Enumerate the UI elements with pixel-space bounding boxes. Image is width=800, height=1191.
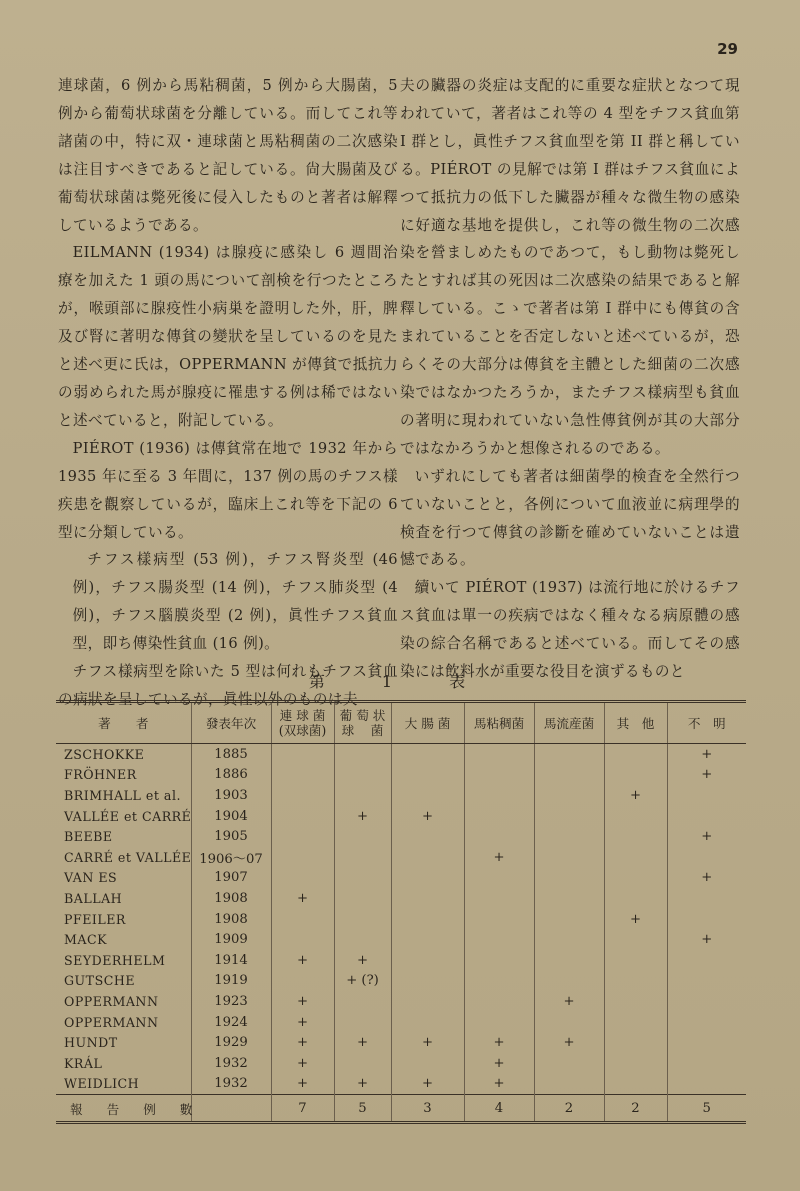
table-cell [604,806,667,827]
table-cell: + [534,991,604,1012]
total-cell: 2 [604,1095,667,1123]
table-cell: + [391,1032,464,1053]
table-cell [391,950,464,971]
table-cell [604,1074,667,1095]
author-cell: BEEBE [64,829,113,845]
table-header-row [56,702,746,744]
total-row [56,1095,746,1123]
table-cell: + [534,1032,604,1053]
table-cell: 1909 [191,929,271,950]
author-cell: OPPERMANN [64,993,159,1009]
table-cell: + [391,806,464,827]
total-cell: 3 [391,1095,464,1123]
right-text-column [400,72,740,686]
table-cell [667,971,746,992]
total-cell: 5 [667,1095,746,1123]
total-label: 報 告 例 數 [56,1095,191,1123]
table-cell [534,1012,604,1033]
table-row [56,826,746,847]
author-cell: GUTSCHE [64,973,136,989]
table-cell: + [334,950,391,971]
table-row [56,1012,746,1033]
author-cell: VALLÉE et CARRÉ [64,808,192,824]
table-cell: 1908 [191,888,271,909]
paragraph: EILMANN (1934) は腺疫に感染し 6 週間治療を加えた 1 頭の馬について剖検を行つたところが，喉頭部に腺疫性小病巣を證明した外，肝，脾及び腎に著明な傳貧の變狀を呈しているのを見たと述べ更に氏は，OPPERMANN が傳貧で抵抗力の弱められた馬が腺疫に罹患する例は稀ではないと述べていると，附記している。 [58,244,398,429]
column-header: 馬粘稠菌 [464,702,534,744]
table-cell [334,868,391,889]
table-cell [464,991,534,1012]
table-cell [534,888,604,909]
table-cell [334,888,391,909]
data-table [56,700,746,1124]
table-cell: + [604,785,667,806]
left-text-column [58,72,398,714]
table-cell [271,868,334,889]
table-cell [534,847,604,868]
table-cell [271,929,334,950]
table-cell [271,847,334,868]
table-cell [391,826,464,847]
author-cell: KRÁL [64,1055,103,1071]
paragraph: 夫の臟器の炎症は支配的に重要な症狀となつて現われていて，著者はこれ等の 4 型をチフス貧血第 I 群とし，眞性チフス貧血型を第 II 群と稱している。PIÉROT の見解では第 I 群はチフス貧血によつて抵抗力の低下した臟器が種々な微生物の感染に好適な基地を提供し，これ等の微生物の二次感染を營ましめたものであつて，もし動物は斃死したとすれば其の死因は二次感染の結果であると解釋している。こゝで著者は第 I 群中にも傳貧の含まれていることを否定しないと述べているが，恐らくその大部分は傳貧を主體とした細菌の二次感染ではなかつたろうか，またチフス樣病型も貧血の著明に現われていない急性傳貧例が其の大部分ではなかろうかと想像されるのである。 [400,77,740,457]
table-cell [667,847,746,868]
table-row [56,1074,746,1095]
table-cell [604,950,667,971]
author-cell: HUNDT [64,1035,118,1051]
table-cell: + [667,929,746,950]
author-cell: VAN ES [64,870,118,886]
table-cell: + [334,1032,391,1053]
table-cell [391,991,464,1012]
page-number: 29 [717,40,738,58]
table-cell [391,909,464,930]
table-cell [334,826,391,847]
table-row [56,785,746,806]
table-cell [391,1012,464,1033]
column-header: 著 者 [56,702,191,744]
table-cell [534,765,604,786]
table-cell: 1924 [191,1012,271,1033]
table-cell [271,785,334,806]
table-cell: 1929 [191,1032,271,1053]
table-row [56,929,746,950]
table-cell [604,1053,667,1074]
table-cell: + [271,1053,334,1074]
column-header: 葡 萄 状 球 菌 [334,702,391,744]
table-cell: + [667,826,746,847]
table-cell: + (?) [334,971,391,992]
table-cell [604,847,667,868]
table-cell: + [271,1074,334,1095]
table-cell [534,785,604,806]
table-cell [534,826,604,847]
table-row [56,971,746,992]
table-cell: 1903 [191,785,271,806]
table-row [56,765,746,786]
table-cell [667,785,746,806]
table-cell [534,950,604,971]
table-row [56,950,746,971]
author-cell: MACK [64,932,108,948]
table-cell [334,991,391,1012]
table-cell [391,929,464,950]
table-cell [667,909,746,930]
paragraph: チフス樣病型 (53 例)，チフス腎炎型 (46 例)，チフス腸炎型 (14 例)，チフス肺炎型 (4 例)，チフス腦膜炎型 (2 例)，眞性チフス貧血型，即ち傳染性貧血 (16 例)。 [72,551,398,653]
author-cell: ZSCHOKKE [64,746,145,762]
author-cell: WEIDLICH [64,1076,140,1092]
author-cell: BALLAH [64,890,123,906]
table-cell [534,909,604,930]
table-row [56,806,746,827]
table-cell [464,765,534,786]
table-cell [391,1053,464,1074]
paragraph: いずれにしても著者は細菌學的検査を全然行つていないことと，各例について血液並に病理學的検査を行つて傳貧の診斷を確めていないことは遺憾である。 [400,467,740,569]
table-cell: 1886 [191,765,271,786]
table-cell [334,909,391,930]
paragraph: 續いて PIÉROT (1937) は流行地に於けるチフス貧血は單一の疾病ではなく種々なる病原體の感染の綜合名稱であると述べている。而してその感染には飲料水が重要な役目を演ずるものと [400,579,740,681]
table-cell: + [667,868,746,889]
total-cell [191,1095,271,1123]
paragraph: チフス樣病型を除いた 5 型は何れもチフス貧血の病狀を呈しているが，眞性以外のものは夫 [58,663,398,708]
table-row [56,888,746,909]
table-cell [667,888,746,909]
table-cell [667,806,746,827]
author-cell: OPPERMANN [64,1014,159,1030]
table-cell [604,888,667,909]
table-cell [464,806,534,827]
table-cell: + [271,950,334,971]
table-cell: 1905 [191,826,271,847]
table-body [56,744,746,1123]
table-cell [391,744,464,765]
author-cell: PFEILER [64,911,126,927]
table-cell: + [334,1074,391,1095]
table-cell [464,950,534,971]
total-cell: 7 [271,1095,334,1123]
table-cell [667,1074,746,1095]
table-cell [464,744,534,765]
table-cell [534,744,604,765]
table-cell: + [334,806,391,827]
table-cell [271,744,334,765]
table-cell [391,888,464,909]
table-cell: + [271,991,334,1012]
table-cell: 1906〜07 [191,847,271,868]
table-cell [667,1012,746,1033]
table-cell [271,765,334,786]
table-cell [464,888,534,909]
table-cell: + [391,1074,464,1095]
table-cell [534,1074,604,1095]
table-cell: 1914 [191,950,271,971]
total-cell: 4 [464,1095,534,1123]
table-title: 第 1 表 [308,672,492,691]
table-cell [604,971,667,992]
table-cell: + [271,888,334,909]
table-cell [464,785,534,806]
table-cell: 1923 [191,991,271,1012]
total-cell: 5 [334,1095,391,1123]
table-cell [271,806,334,827]
table-cell [334,785,391,806]
table-row [56,744,746,765]
table-cell [604,1032,667,1053]
table-cell [464,971,534,992]
column-header: 馬流産菌 [534,702,604,744]
table-cell [464,909,534,930]
table-cell [391,847,464,868]
table-cell [464,826,534,847]
column-header: 連 球 菌 (双球菌) [271,702,334,744]
table-cell [271,909,334,930]
table-cell [464,1012,534,1033]
table-cell [334,1012,391,1033]
table-cell [604,868,667,889]
table-cell [334,929,391,950]
table-cell [667,950,746,971]
table-cell [464,929,534,950]
table-cell [464,868,534,889]
paragraph: PIÉROT (1936) は傳貧常在地で 1932 年から 1935 年に至る 3 年間に，137 例の馬のチフス樣疾患を觀察しているが，臨床上これ等を下記の 6 型に分類している。 [58,439,398,541]
table-cell [391,785,464,806]
table-cell [604,765,667,786]
table-cell: 1919 [191,971,271,992]
table-cell [334,744,391,765]
table-cell [391,971,464,992]
table-cell: + [604,909,667,930]
table-cell: 1932 [191,1074,271,1095]
table-cell [604,744,667,765]
table-row [56,1032,746,1053]
table-row [56,847,746,868]
table-cell [391,765,464,786]
table-cell: + [464,1032,534,1053]
table-cell [391,868,464,889]
table-cell [534,1053,604,1074]
author-cell: CARRÉ et VALLÉE [64,849,192,865]
table-cell [334,847,391,868]
table-cell [534,868,604,889]
author-cell: FRÖHNER [64,767,137,783]
table-cell [667,991,746,1012]
table-row [56,991,746,1012]
table-cell: + [667,765,746,786]
table-row [56,1053,746,1074]
table-cell [334,765,391,786]
author-cell: SEYDERHELM [64,952,166,968]
table-cell: + [271,1032,334,1053]
table-cell: 1907 [191,868,271,889]
column-header: 大 腸 菌 [391,702,464,744]
table-row [56,909,746,930]
table-cell: + [271,1012,334,1033]
table-cell [271,826,334,847]
table-cell: 1932 [191,1053,271,1074]
table-cell: 1908 [191,909,271,930]
author-cell: BRIMHALL et al. [64,787,181,803]
column-header: 其 他 [604,702,667,744]
table-cell: + [464,1074,534,1095]
table-cell [271,971,334,992]
table-cell [667,1053,746,1074]
table-cell [604,991,667,1012]
table-cell [604,929,667,950]
table-cell: + [464,1053,534,1074]
table-cell [534,971,604,992]
paragraph: 連球菌，6 例から馬粘稠菌，5 例から大腸菌，5 例から葡萄状球菌を分離している。而してこれ等諸菌の中，特に双・連球菌と馬粘稠菌の二次感染は注目すべきであると記している。尙大腸菌及び葡萄状球菌は斃死後に侵入したものと著者は解釋しているようである。 [58,77,398,234]
table-cell [667,1032,746,1053]
column-header: 不 明 [667,702,746,744]
table-cell [604,1012,667,1033]
table-cell: + [464,847,534,868]
table-cell: + [667,744,746,765]
table-cell [534,929,604,950]
table-cell: 1885 [191,744,271,765]
table-cell [604,826,667,847]
table-row [56,868,746,889]
total-cell: 2 [534,1095,604,1123]
table-cell [534,806,604,827]
table-cell: 1904 [191,806,271,827]
table-cell [334,1053,391,1074]
column-header: 發表年次 [191,702,271,744]
